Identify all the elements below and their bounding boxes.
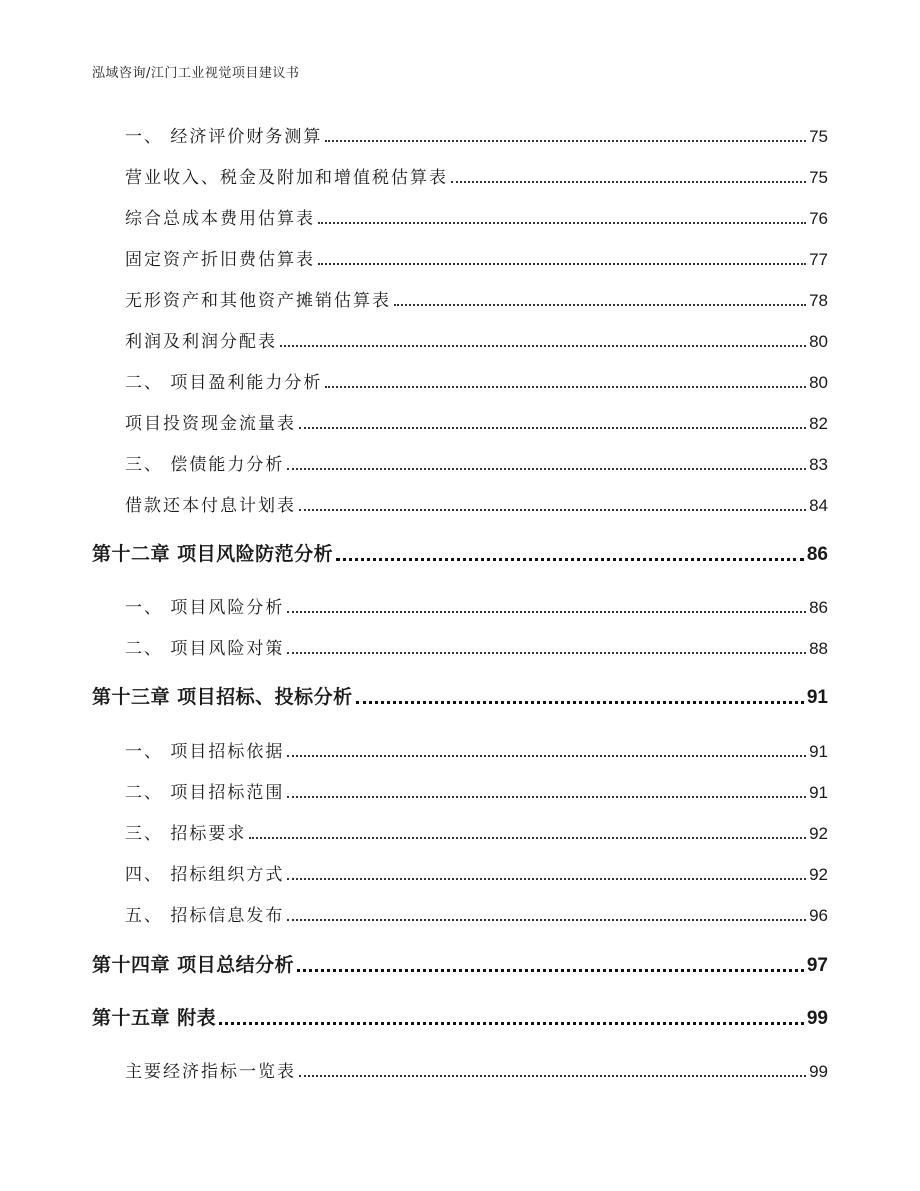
toc-leader: [219, 1022, 804, 1025]
toc-entry-label: 一、 项目招标依据: [125, 742, 285, 762]
toc-entry[interactable]: [125, 596, 828, 618]
toc-page-number: 88: [809, 639, 828, 658]
toc-entry-label: 一、 经济评价财务测算: [125, 127, 323, 147]
toc-leader: [318, 222, 806, 224]
toc-page-number: 99: [809, 1062, 828, 1081]
toc-page-number: 91: [809, 783, 828, 802]
toc-page-number: 84: [809, 496, 828, 515]
toc-entry-label: 利润及利润分配表: [125, 332, 277, 352]
toc-page-number: 77: [809, 250, 828, 269]
toc-leader: [325, 386, 806, 388]
toc-leader: [287, 878, 806, 880]
toc-leader: [287, 468, 806, 470]
toc-page-number: 83: [809, 455, 828, 474]
toc-entry-label: 四、 招标组织方式: [125, 865, 285, 885]
toc-entry-label: 三、 偿债能力分析: [125, 455, 285, 475]
toc-entry[interactable]: [125, 1060, 828, 1082]
toc-entry[interactable]: [125, 494, 828, 516]
toc-entry-label: 无形资产和其他资产摊销估算表: [125, 291, 391, 311]
toc-entry[interactable]: [125, 904, 828, 926]
toc-page-number: 92: [809, 865, 828, 884]
toc-entry-label: 五、 招标信息发布: [125, 906, 285, 926]
toc-leader: [299, 427, 806, 429]
toc-entry-label: 二、 项目风险对策: [125, 639, 285, 659]
toc-entry[interactable]: [125, 740, 828, 762]
toc-page-number: 92: [809, 824, 828, 843]
toc-page-number: 97: [806, 955, 828, 976]
toc-entry[interactable]: [125, 248, 828, 270]
toc-entry[interactable]: [125, 822, 828, 844]
toc-leader: [299, 1075, 806, 1077]
toc-chapter-entry[interactable]: [92, 685, 828, 709]
toc-leader: [287, 796, 806, 798]
toc-page-number: 76: [809, 209, 828, 228]
toc-page-number: 91: [806, 687, 828, 708]
toc-entry-label: 营业收入、税金及附加和增值税估算表: [125, 168, 448, 188]
toc-entry-label: 固定资产折旧费估算表: [125, 250, 315, 270]
toc-page-number: 86: [809, 598, 828, 617]
toc-leader: [356, 701, 804, 704]
toc-leader: [280, 345, 806, 347]
toc-entry[interactable]: [125, 289, 828, 311]
toc-entry[interactable]: [125, 125, 828, 147]
toc-entry[interactable]: [125, 412, 828, 434]
toc-entry-label: 项目投资现金流量表: [125, 414, 296, 434]
toc-page-number: 80: [809, 373, 828, 392]
toc-entry-label: 一、 项目风险分析: [125, 598, 285, 618]
toc-entry[interactable]: [125, 637, 828, 659]
toc-chapter-label: 第十三章 项目招标、投标分析: [92, 686, 353, 708]
toc-chapter-label: 第十五章 附表: [92, 1007, 217, 1029]
toc-chapter-label: 第十四章 项目总结分析: [92, 954, 295, 976]
toc-entry[interactable]: [125, 781, 828, 803]
toc-leader: [325, 140, 806, 142]
toc-leader: [249, 837, 806, 839]
toc-page-number: 80: [809, 332, 828, 351]
toc-leader: [394, 304, 806, 306]
toc-page-number: 82: [809, 414, 828, 433]
toc-entry-label: 三、 招标要求: [125, 824, 247, 844]
toc-entry[interactable]: [125, 330, 828, 352]
toc-entry[interactable]: [125, 371, 828, 393]
toc-page-number: 91: [809, 742, 828, 761]
toc-chapter-label: 第十二章 项目风险防范分析: [92, 543, 334, 565]
toc-entry-label: 二、 项目盈利能力分析: [125, 373, 323, 393]
toc-page-number: 75: [809, 127, 828, 146]
toc-page-number: 75: [809, 168, 828, 187]
toc-entry-label: 二、 项目招标范围: [125, 783, 285, 803]
toc-chapter-entry[interactable]: [92, 542, 828, 566]
toc-entry-label: 借款还本付息计划表: [125, 496, 296, 516]
toc-leader: [451, 181, 806, 183]
toc-page-number: 99: [806, 1008, 828, 1029]
toc-entry-label: 综合总成本费用估算表: [125, 209, 315, 229]
toc-chapter-entry[interactable]: [92, 953, 828, 977]
toc-leader: [287, 755, 806, 757]
toc-entry[interactable]: [125, 207, 828, 229]
toc-page-number: 78: [809, 291, 828, 310]
toc-leader: [318, 263, 806, 265]
toc-entry[interactable]: [125, 453, 828, 475]
toc-leader: [297, 969, 804, 972]
toc-leader: [336, 558, 804, 561]
page-header: 泓域咨询/江门工业视觉项目建议书: [92, 66, 300, 81]
toc-leader: [287, 919, 806, 921]
toc-leader: [287, 611, 806, 613]
toc-leader: [299, 509, 806, 511]
toc-entry-label: 主要经济指标一览表: [125, 1062, 296, 1082]
toc-page-number: 86: [806, 544, 828, 565]
toc-entry[interactable]: [125, 863, 828, 885]
toc-entry[interactable]: [125, 166, 828, 188]
toc-leader: [287, 652, 806, 654]
toc-page-number: 96: [809, 906, 828, 925]
toc-chapter-entry[interactable]: [92, 1006, 828, 1030]
